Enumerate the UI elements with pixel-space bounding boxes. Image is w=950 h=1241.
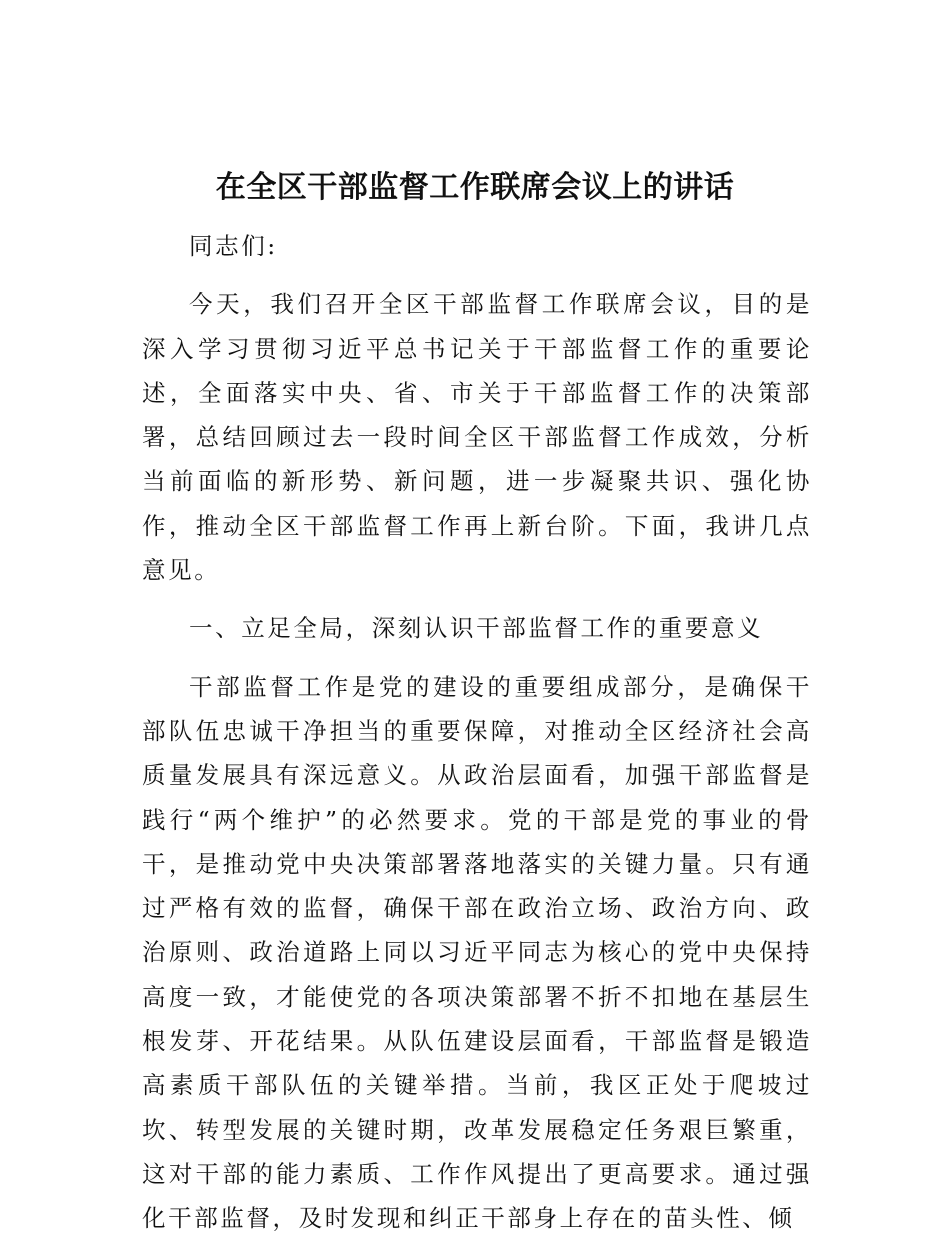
salutation: 同志们: [189, 232, 278, 260]
document-title: 在全区干部监督工作联席会议上的讲话 [215, 170, 735, 205]
section-paragraph: 干部监督工作是党的建设的重要组成部分，是确保干部队伍忠诚干净担当的重要保障，对推动全区经济社会高质量发展具有深远意义。从政治层面看，加强干部监督是践行“两个维护”的必然要求。党的干部是党的事业的骨干，是推动党中央决策部署落地落实的关键力量。只有通过严格有效的监督，确保干部在政治立场、政治方向、政治原则、政治道路上同以习近平同志为核心的党中央保持高度一致，才能使党的各项决策部署不折不扣地在基层生根发芽、开花结果。从队伍建设层面看，干部监督是锻造高素质干部队伍的关键举措。当前，我区正处于爬坡过坎、转型发展的关键时期，改革发展稳定任务艰巨繁重，这对干部的能力素质、工作作风提出了更高要求。通过强化干部监督，及时发现和纠正干部身上存在的苗头性、倾 [142, 672, 812, 1233]
section-heading: 一、立足全局，深刻认识干部监督工作的重要意义 [189, 614, 764, 643]
document-body [142, 224, 812, 1241]
opening-paragraph: 今天，我们召开全区干部监督工作联席会议，目的是深入学习贯彻习近平总书记关于干部监督工作的重要论述，全面落实中央、省、市关于干部监督工作的决策部署，总结回顾过去一段时间全区干部监督工作成效，分析当前面临的新形势、新问题，进一步凝聚共识、强化协作，推动全区干部监督工作再上新台阶。下面，我讲几点意见。 [142, 290, 812, 585]
